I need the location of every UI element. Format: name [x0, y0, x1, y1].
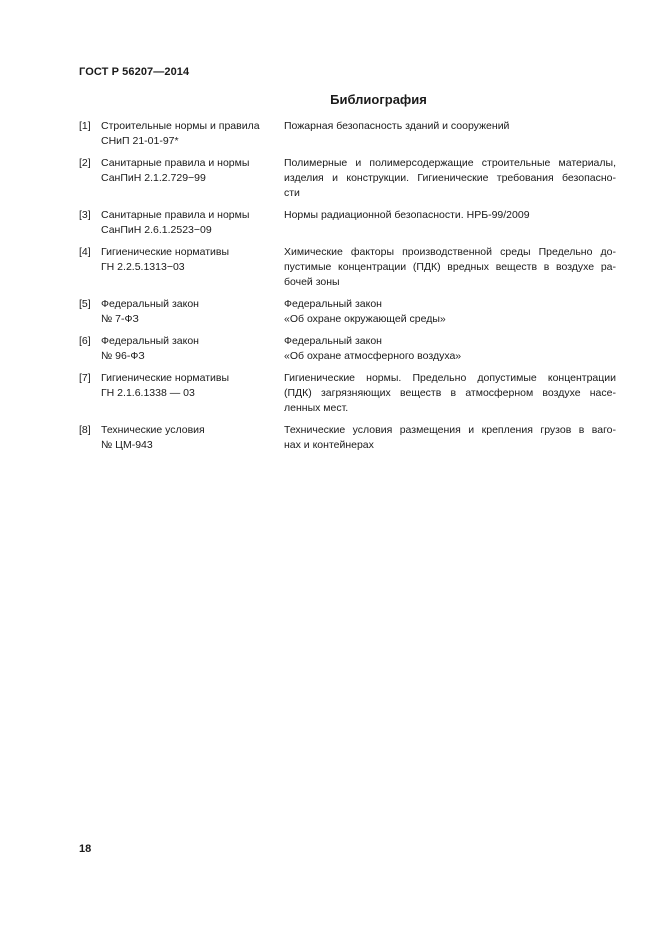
- reference-source-line: Гигиенические нормативы: [101, 372, 230, 384]
- reference-description-line: Федеральный закон: [284, 335, 382, 347]
- reference-source-line: Строительные нормы и правила: [101, 120, 260, 132]
- reference-number: [8]: [79, 424, 91, 436]
- reference-item: [79, 423, 616, 453]
- reference-source-line: Гигиенические нормативы: [101, 246, 230, 258]
- reference-description: [284, 245, 616, 290]
- reference-description: [284, 208, 616, 238]
- reference-source-line: Федеральный закон: [101, 298, 199, 310]
- reference-description: [284, 371, 616, 416]
- reference-source-line: № 7-ФЗ: [101, 313, 139, 325]
- reference-description-line: пустимые концентрации (ПДК) вредных веществ в воздухе ра-: [284, 261, 616, 273]
- reference-source-line: СНиП 21-01-97*: [101, 135, 179, 147]
- reference-description-line: «Об охране атмосферного воздуха»: [284, 350, 462, 362]
- reference-number: [5]: [79, 298, 91, 310]
- reference-description-line: Федеральный закон: [284, 298, 382, 310]
- reference-description-line: ленных мест.: [284, 402, 349, 414]
- reference-description: [284, 334, 616, 364]
- reference-description-line: Нормы радиационной безопасности. НРБ-99/2009: [284, 209, 530, 221]
- reference-source: [101, 245, 284, 290]
- reference-item: [79, 371, 616, 416]
- reference-number: [7]: [79, 372, 91, 384]
- reference-description-line: Технические условия размещения и крепления грузов в ваго-: [284, 424, 616, 436]
- reference-number: [1]: [79, 120, 91, 132]
- reference-description: [284, 156, 616, 201]
- reference-description-line: бочей зоны: [284, 276, 340, 288]
- reference-source-line: ГН 2.2.5.1313−03: [101, 261, 185, 273]
- reference-description-line: Химические факторы производственной среды Предельно до-: [284, 246, 616, 258]
- reference-source-line: № ЦМ-943: [101, 439, 153, 451]
- reference-item: [79, 119, 616, 149]
- reference-number: [3]: [79, 209, 91, 221]
- reference-source-line: № 96-ФЗ: [101, 350, 145, 362]
- standard-code: ГОСТ Р 56207—2014: [79, 66, 190, 78]
- reference-source: [101, 208, 284, 238]
- reference-number: [4]: [79, 246, 91, 258]
- reference-description: [284, 119, 616, 149]
- reference-source-line: Санитарные правила и нормы: [101, 209, 250, 221]
- reference-description-line: сти: [284, 187, 300, 199]
- reference-description: [284, 297, 616, 327]
- reference-description-line: Полимерные и полимерсодержащие строительные материалы,: [284, 157, 616, 169]
- reference-source: [101, 156, 284, 201]
- reference-source-line: СанПиН 2.1.2.729−99: [101, 172, 206, 184]
- reference-item: [79, 156, 616, 201]
- reference-item: [79, 334, 616, 364]
- reference-source-line: Санитарные правила и нормы: [101, 157, 250, 169]
- reference-source-line: Федеральный закон: [101, 335, 199, 347]
- reference-source: [101, 297, 284, 327]
- reference-description: [284, 423, 616, 453]
- reference-description-line: Пожарная безопасность зданий и сооружений: [284, 120, 510, 132]
- reference-description-line: изделия и конструкции. Гигиенические требования безопасно-: [284, 172, 616, 184]
- reference-description-line: нах и контейнерах: [284, 439, 374, 451]
- reference-number: [6]: [79, 335, 91, 347]
- reference-item: [79, 297, 616, 327]
- reference-description-line: «Об охране окружающей среды»: [284, 313, 446, 325]
- reference-source: [101, 119, 284, 149]
- reference-source: [101, 334, 284, 364]
- reference-item: [79, 208, 616, 238]
- reference-list: [79, 119, 616, 460]
- bibliography-title: Библиография: [330, 92, 427, 107]
- reference-number: [2]: [79, 157, 91, 169]
- reference-source-line: Технические условия: [101, 424, 205, 436]
- reference-description-line: Гигиенические нормы. Предельно допустимые концентрации: [284, 372, 616, 384]
- reference-source: [101, 423, 284, 453]
- reference-source-line: ГН 2.1.6.1338 — 03: [101, 387, 195, 399]
- reference-item: [79, 245, 616, 290]
- page-number: 18: [79, 843, 92, 855]
- reference-source: [101, 371, 284, 416]
- reference-source-line: СанПиН 2.6.1.2523−09: [101, 224, 212, 236]
- reference-description-line: (ПДК) загрязняющих веществ в атмосферном воздухе насе-: [284, 387, 616, 399]
